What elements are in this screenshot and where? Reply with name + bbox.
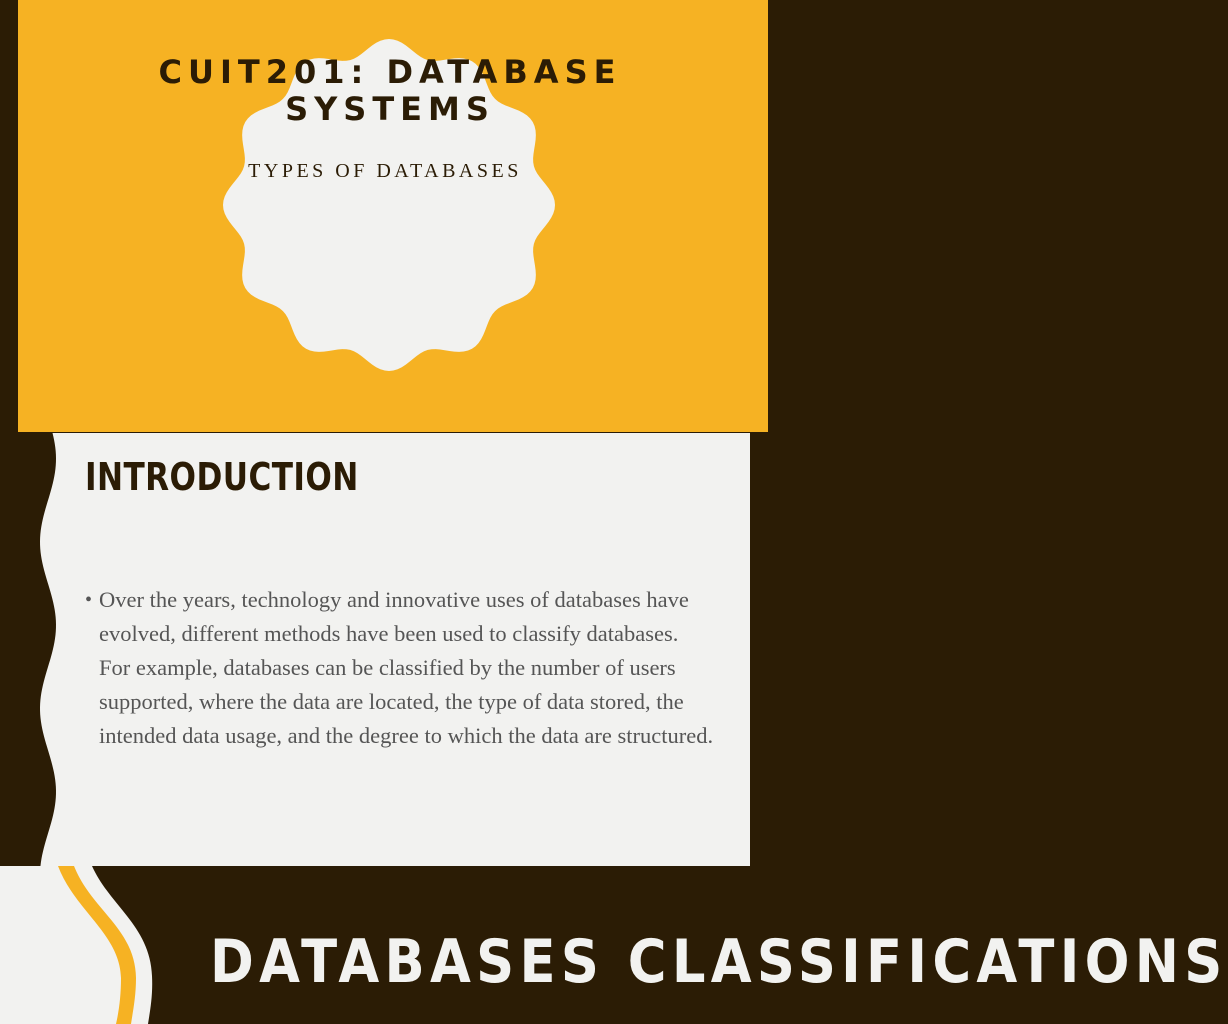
bullet-marker: •	[85, 589, 93, 611]
introduction-slide	[0, 433, 768, 866]
bullet-text: Over the years, technology and innovative uses of databases have evolved, different methods have been used to classify databases. For example, databases can be classified by the number of users supported, where the data are located, the type of data stored, the intended data usage, and the degree to which the data are structured.	[99, 587, 714, 748]
section-header-slide	[0, 866, 1228, 1024]
section-title: DATABASES CLASSIFICATIONS	[210, 927, 1228, 997]
title-slide	[0, 0, 768, 432]
presentation-subtitle: TYPES OF DATABASES	[248, 160, 522, 182]
slide-heading: INTRODUCTION	[85, 455, 359, 499]
bullet-list	[85, 583, 715, 753]
presentation-title: CUIT201: DATABASE SYSTEMS	[158, 53, 622, 128]
slide-left-bar	[0, 0, 18, 432]
list-item	[85, 583, 715, 753]
